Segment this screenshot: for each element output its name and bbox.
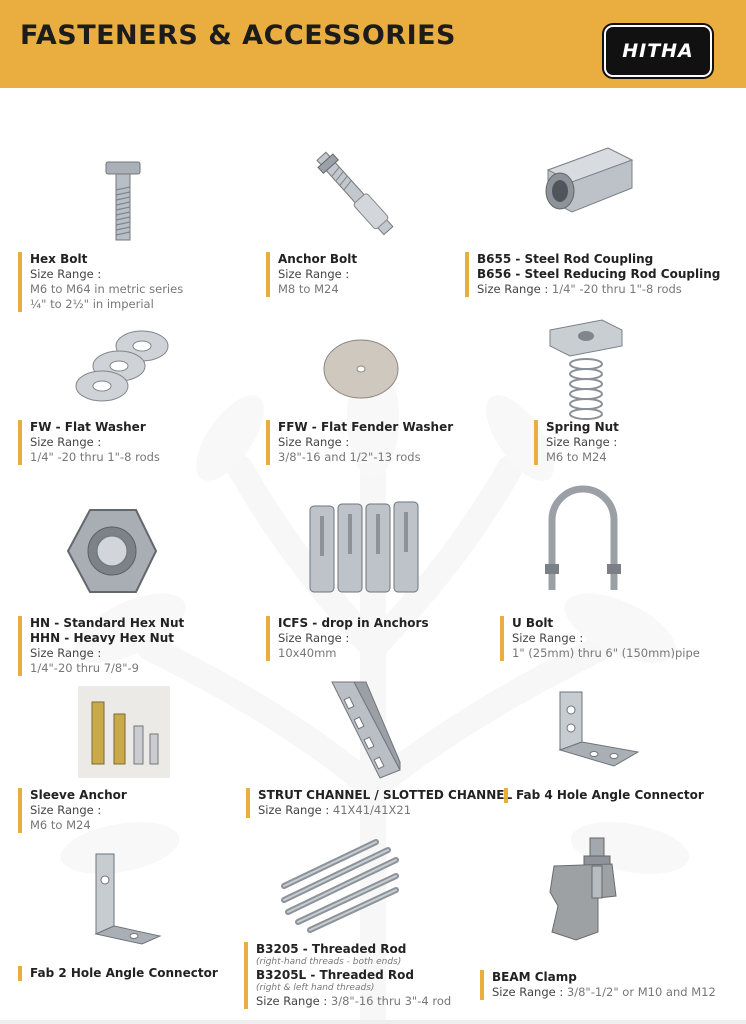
footer-divider (0, 1020, 746, 1024)
product-title: Hex Bolt (30, 252, 88, 266)
size-range-value: M6 to M24 (546, 450, 607, 464)
size-range-label: Size Range : (278, 435, 350, 449)
product-title: HN - Standard Hex Nut (30, 616, 185, 630)
size-range-label: Size Range : (278, 631, 350, 645)
size-range-value: 1" (25mm) thru 6" (150mm)pipe (512, 646, 700, 660)
product-title: BEAM Clamp (492, 970, 577, 984)
size-range-value: 10x40mm (278, 646, 337, 660)
logo-text: HITHA (622, 40, 694, 62)
product-title: FW - Flat Washer (30, 420, 146, 434)
header-banner (0, 0, 746, 88)
thread-note: (right & left hand threads) (256, 983, 375, 993)
size-range-value: ¼" to 2½" in imperial (30, 297, 154, 311)
rod-coupling-icon (530, 142, 640, 222)
thread-note: (right-hand threads - both ends) (256, 957, 402, 967)
hex-bolt-icon (100, 160, 148, 244)
size-range-value: 41X41/41X21 (332, 803, 412, 817)
spring-nut-icon (546, 316, 626, 420)
product-title: Fab 4 Hole Angle Connector (516, 788, 704, 802)
size-range-label: Size Range : (30, 435, 102, 449)
sleeve-anchor-icon (78, 686, 170, 778)
size-range-label: Size Range : (256, 994, 328, 1008)
flat-washer-icon (74, 328, 170, 406)
size-range-label: Size Range : (30, 646, 102, 660)
strut-channel-icon (330, 680, 402, 780)
size-range-label: Size Range : (278, 267, 350, 281)
angle-connector-2-hole-icon (92, 850, 162, 946)
size-range-value: 1/4" -20 thru 1"-8 rods (30, 450, 160, 464)
size-range-value: 1/4"-20 thru 7/8"-9 (30, 661, 139, 675)
fender-washer-icon (322, 338, 400, 400)
product-title-secondary: HHN - Heavy Hex Nut (30, 631, 174, 645)
size-range-label: Size Range : (30, 803, 102, 817)
product-title: Spring Nut (546, 420, 619, 434)
threaded-rod-icon (280, 838, 400, 934)
hex-nut-icon (66, 506, 158, 596)
size-range-label: Size Range : (512, 631, 584, 645)
size-range-label: Size Range : (546, 435, 618, 449)
size-range-value: M6 to M24 (30, 818, 91, 832)
anchor-bolt-icon (310, 145, 400, 240)
product-title: B3205 - Threaded Rod (256, 942, 407, 956)
drop-in-anchor-icon (306, 500, 424, 596)
size-range-label: Size Range : (258, 803, 330, 817)
u-bolt-icon (538, 480, 628, 596)
size-range-value: 3/8"-1/2" or M10 and M12 (566, 985, 716, 999)
product-title: FFW - Flat Fender Washer (278, 420, 454, 434)
size-range-label: Size Range : (30, 267, 102, 281)
size-range-value: 3/8"-16 thru 3"-4 rod (330, 994, 452, 1008)
angle-connector-4-hole-icon (554, 690, 640, 770)
product-title: ICFS - drop in Anchors (278, 616, 429, 630)
brand-logo (604, 25, 712, 77)
product-title: Fab 2 Hole Angle Connector (30, 966, 218, 980)
product-title: U Bolt (512, 616, 554, 630)
size-range-value: M6 to M64 in metric series (30, 282, 184, 296)
size-range-value: 3/8"-16 and 1/2"-13 rods (278, 450, 421, 464)
page-title: FASTENERS & ACCESSORIES (20, 20, 456, 51)
product-title: Anchor Bolt (278, 252, 358, 266)
product-title: Sleeve Anchor (30, 788, 127, 802)
size-range-value: M8 to M24 (278, 282, 339, 296)
beam-clamp-icon (546, 836, 630, 944)
product-title: B655 - Steel Rod Coupling (477, 252, 654, 266)
size-range-label: Size Range : (477, 282, 549, 296)
size-range-label: Size Range : (492, 985, 564, 999)
size-range-value: 1/4" -20 thru 1"-8 rods (551, 282, 682, 296)
product-title-secondary: B656 - Steel Reducing Rod Coupling (477, 267, 721, 281)
product-title: STRUT CHANNEL / SLOTTED CHANNEL (258, 788, 513, 802)
product-title-secondary: B3205L - Threaded Rod (256, 968, 414, 982)
